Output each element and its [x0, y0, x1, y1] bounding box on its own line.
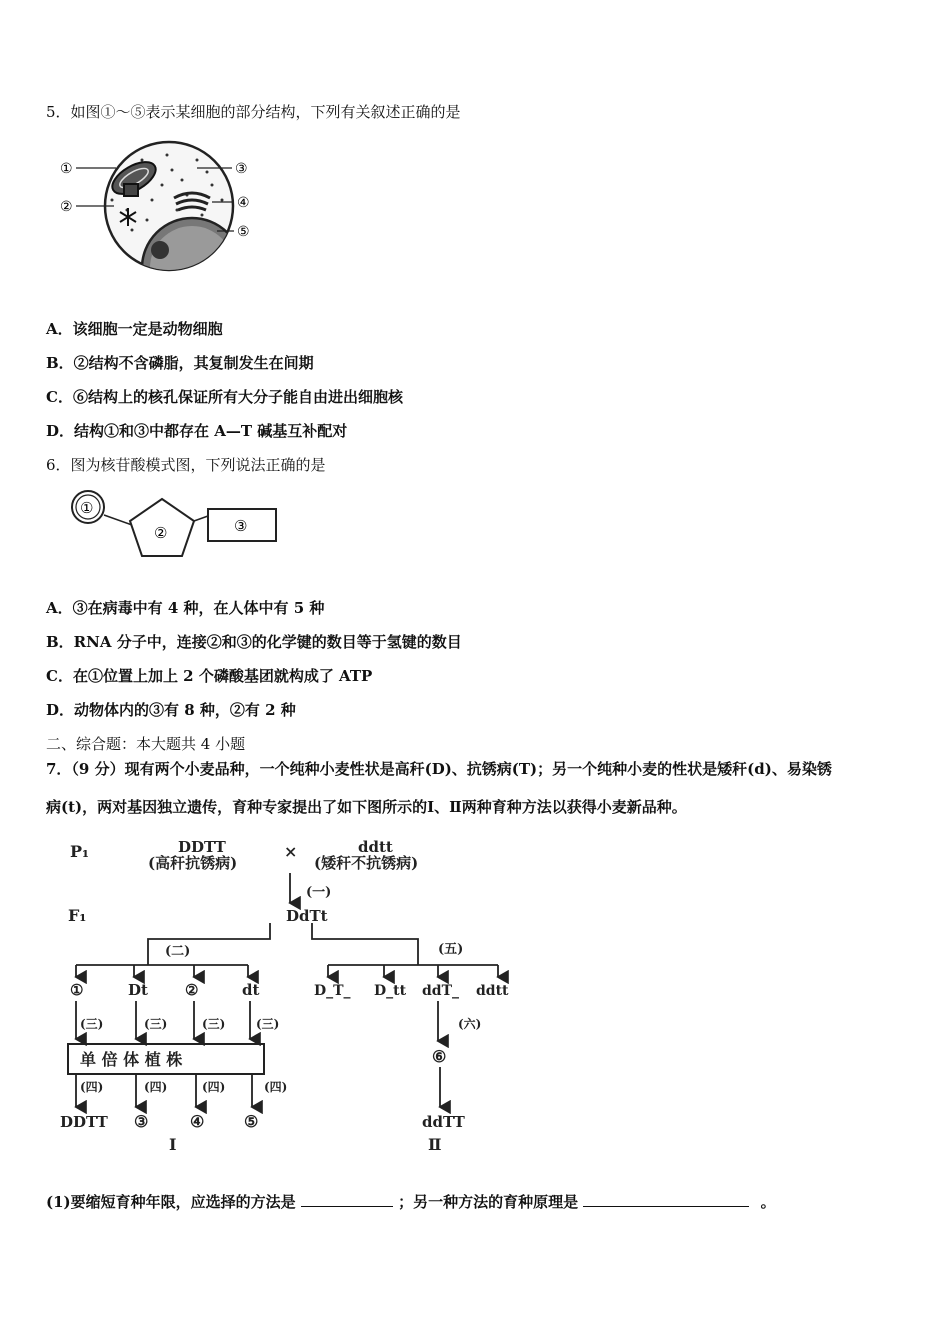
diagram-method2: Ⅱ	[428, 1135, 442, 1154]
fig5-label-4: ④	[237, 195, 250, 211]
diagram-cross: ×	[284, 842, 298, 861]
cell-structure-figure	[52, 140, 267, 272]
diagram-left-gamete-4: dt	[242, 981, 260, 999]
q7-part1-end: 。	[760, 1193, 776, 1211]
fig5-label-5: ⑤	[237, 224, 250, 240]
q7-stem-line2: 病(t)，两对基因独立遗传，育种专家提出了如下图所示的Ⅰ、Ⅱ两种育种方法以获得小麦新品种。	[46, 798, 687, 816]
q7-part1-text-b: ；另一种方法的育种原理是	[398, 1193, 579, 1211]
diagram-result-right: ddTT	[422, 1113, 465, 1131]
diagram-parent2-note: (矮秆不抗锈病)	[314, 854, 419, 872]
q7-part1-line	[46, 1191, 776, 1213]
diagram-step4-2: (四)	[144, 1080, 168, 1094]
answer-blank-1[interactable]	[301, 1191, 393, 1207]
fig5-label-3: ③	[235, 161, 248, 177]
diagram-left-result-3: ④	[190, 1112, 205, 1131]
q7-part1-text-a: (1)要缩短育种年限，应选择的方法是	[46, 1193, 296, 1211]
diagram-step5: (五)	[438, 942, 464, 957]
diagram-left-result-4: ⑤	[244, 1112, 259, 1131]
diagram-left-gamete-2: Dt	[128, 981, 148, 999]
q7-stem-line1	[46, 758, 832, 780]
q5-option-b: B．②结构不含磷脂，其复制发生在间期	[46, 354, 314, 372]
diagram-step4-3: (四)	[202, 1080, 226, 1094]
diagram-step3-2: (三)	[144, 1017, 168, 1031]
diagram-f1: F₁	[68, 906, 87, 925]
fig5-label-1: ①	[60, 161, 73, 177]
fig6-label-2: ②	[154, 524, 168, 542]
diagram-f1-genotype: DdTt	[286, 907, 328, 925]
nucleotide-figure	[70, 488, 290, 564]
diagram-right-genotype-4: ddtt	[476, 983, 509, 999]
diagram-step3-3: (三)	[202, 1017, 226, 1031]
fig5-label-2: ②	[60, 199, 73, 215]
q5-option-d: D．结构①和③中都存在 A—T 碱基互补配对	[46, 422, 348, 440]
diagram-step2: (二)	[165, 944, 191, 959]
diagram-step4-1: (四)	[80, 1080, 104, 1094]
fig6-label-3: ③	[234, 517, 248, 535]
diagram-step3-4: (三)	[256, 1017, 280, 1031]
q5-stem: 5．如图①～⑤表示某细胞的部分结构，下列有关叙述正确的是	[46, 103, 461, 121]
diagram-node6: ⑥	[432, 1047, 447, 1066]
fig6-label-1: ①	[80, 499, 94, 517]
q5-option-a: A．该细胞一定是动物细胞	[46, 320, 223, 338]
diagram-left-result-2: ③	[134, 1112, 149, 1131]
diagram-right-genotype-3: ddT_	[422, 983, 459, 999]
diagram-haploid-label: 单 倍 体 植 株	[80, 1050, 183, 1069]
section-heading: 二、综合题：本大题共 4 小题	[46, 735, 246, 753]
diagram-parent2: ddtt	[358, 838, 393, 856]
diagram-parent1-note: (高秆抗锈病)	[148, 854, 238, 872]
diagram-right-genotype-2: D_tt	[374, 983, 407, 999]
q6-option-d: D．动物体内的③有 8 种，②有 2 种	[46, 701, 296, 719]
q7-stem-text-1: 7．（9 分）现有两个小麦品种，一个纯种小麦性状是高秆(D)、抗锈病(T)；另一个纯种小麦的性状是矮秆(d)、易染锈	[46, 760, 832, 778]
diagram-p1: P₁	[70, 842, 90, 861]
q5-option-c: C．⑥结构上的核孔保证所有大分子能自由进出细胞核	[46, 388, 403, 406]
diagram-step4-4: (四)	[264, 1080, 288, 1094]
diagram-step3-1: (三)	[80, 1017, 104, 1031]
diagram-left-gamete-3: ②	[185, 981, 199, 999]
diagram-method1: Ⅰ	[169, 1135, 177, 1154]
q6-option-b: B．RNA 分子中，连接②和③的化学键的数目等于氢键的数目	[46, 633, 462, 651]
diagram-right-genotype-1: D_T_	[314, 983, 351, 999]
q6-option-a: A．③在病毒中有 4 种，在人体中有 5 种	[46, 599, 325, 617]
q6-stem: 6．图为核苷酸模式图，下列说法正确的是	[46, 456, 326, 474]
diagram-parent1: DDTT	[178, 838, 226, 856]
q6-option-c: C．在①位置上加上 2 个磷酸基团就构成了 ATP	[46, 667, 373, 685]
answer-blank-2[interactable]	[583, 1191, 749, 1207]
diagram-step6: (六)	[458, 1017, 482, 1031]
breeding-diagram	[58, 835, 528, 1155]
diagram-step1: (一)	[306, 885, 332, 900]
diagram-left-result-1: DDTT	[60, 1113, 108, 1131]
diagram-left-gamete-1: ①	[70, 981, 84, 999]
